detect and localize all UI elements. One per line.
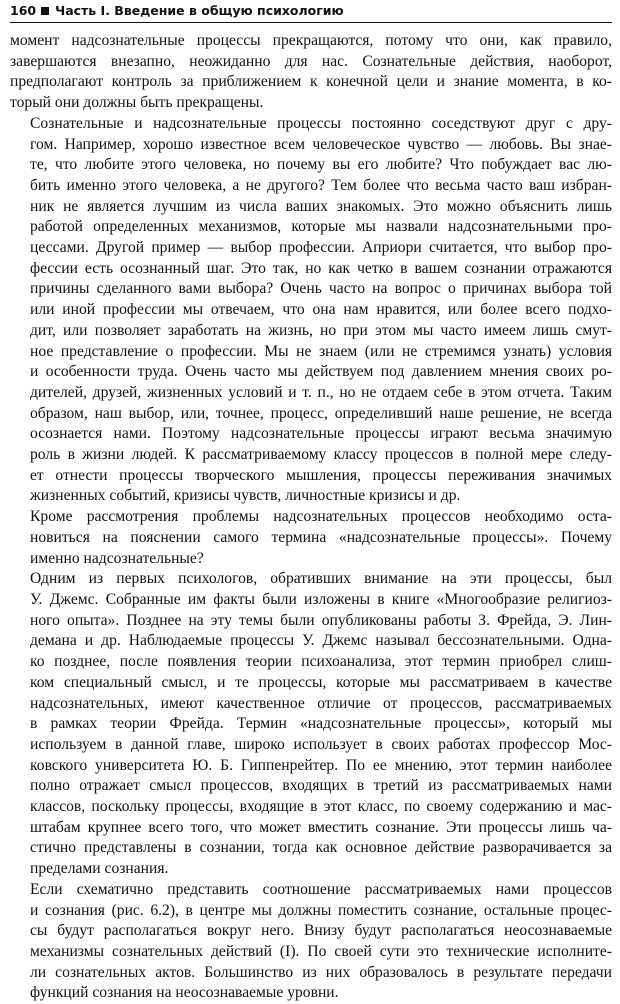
text-line: ком специальный смысл, и те процессы, которые мы рассматриваем в качестве xyxy=(30,673,612,691)
text-line: дит, или позволяет заработать на жизнь, но при этом мы часто имеем лишь смут- xyxy=(30,321,612,339)
text-line: и особенности труда. Очень часто мы действуем под давлением мнения своих ро- xyxy=(30,363,612,381)
text-line: образом, наш выбор, или, точнее, процесс, определивший наше решение, не всегда xyxy=(30,404,612,422)
text-line: функций сознания на неосознаваемые уровни. xyxy=(30,984,339,1002)
text-line: Одним из первых психологов, обративших внимание на эти процессы, был xyxy=(30,570,612,588)
paragraph xyxy=(10,880,612,1004)
text-line: ко позднее, после появления теории психоанализа, этот термин приобрел слиш- xyxy=(30,653,612,671)
text-line: цессами. Другой пример — выбор профессии. Априори считается, что выбор про- xyxy=(30,239,612,257)
text-line: У. Джемс. Собранные им факты были изложены в книге «Многообразие религиоз- xyxy=(30,590,612,608)
text-line: классов, поскольку процессы, входящие в этот класс, по своему содержанию и мас- xyxy=(30,798,612,816)
paragraph xyxy=(10,31,612,114)
body-text xyxy=(10,31,612,1004)
running-title: Часть I. Введение в общую психологию xyxy=(55,3,344,18)
text-line: роль в жизни людей. К рассматриваемому классу процессов в полной мере следу- xyxy=(30,446,612,464)
text-line: завершаются внезапно, неожиданно для нас. Сознательные действия, наоборот, xyxy=(10,52,612,70)
text-line: ковского университета Ю. Б. Гиппенрейтер. По ее мнению, этот термин наиболее xyxy=(30,756,612,774)
paragraph xyxy=(10,507,612,569)
text-line: те, что любите этого человека, но почему вы его любите? Что побуждает вас лю- xyxy=(30,156,612,174)
text-line: гом. Например, хорошо известное всем человеческое чувство — любовь. Вы знае- xyxy=(30,135,612,153)
square-bullet-icon xyxy=(41,7,49,15)
text-line: ного опыта». Позднее на эту темы были опубликованы работы З. Фрейда, Э. Лин- xyxy=(30,611,612,629)
text-line: именно надсознательные? xyxy=(30,549,204,567)
text-line: или иной профессии мы отвечаем, что она нам нравится, или более всего подхо- xyxy=(30,301,612,319)
text-line: новиться на пояснении самого термина «надсознательные процессы». Почему xyxy=(30,528,612,546)
running-header xyxy=(10,0,612,23)
text-line: Сознательные и надсознательные процессы постоянно соседствуют друг с дру- xyxy=(30,114,612,132)
text-line: штабам крупнее всего того, что может вместить сознание. Эти процессы лишь ча- xyxy=(30,818,612,836)
text-line: работой определенных механизмов, которые мы назвали надсознательными про- xyxy=(30,218,612,236)
text-line: механизмы сознательных действий (I). По своей сути это технические исполните- xyxy=(30,942,612,960)
text-line: в рамках теории Фрейда. Термин «надсознательные процессы», который мы xyxy=(30,715,612,733)
text-line: момент надсознательные процессы прекращаются, потому что они, как правило, xyxy=(10,32,612,49)
text-line: ник не является лучшим из числа ваших знакомых. Это можно объяснить лишь xyxy=(30,197,612,215)
text-line: стично представлены в сознании, тогда как основное действие разворачивается за xyxy=(30,839,612,857)
text-line: бить именно этого человека, а не другого? Тем более что весьма часто ваш избран- xyxy=(30,176,612,194)
text-line: и сознания (рис. 6.2), в центре мы должны поместить сознание, остальные процес- xyxy=(30,901,612,919)
text-line: пределами сознания. xyxy=(30,860,169,878)
text-line: дителей, друзей, жизненных условий и т. п., но не отдаем себе в этом отчета. Таким xyxy=(30,383,612,401)
text-line: надсознательных, имеют качественное отличие от процессов, рассматриваемых xyxy=(30,694,612,712)
text-line: жизненных событий, кризисы чувств, личностные кризисы и др. xyxy=(30,487,461,505)
text-line: Кроме рассмотрения проблемы надсознательных процессов необходимо оста- xyxy=(30,508,612,526)
text-line: ет отнести процессы творческого мышления, процессы переживания значимых xyxy=(30,466,612,484)
paragraph xyxy=(10,114,612,507)
text-line: Если схематично представить соотношение рассматриваемых нами процессов xyxy=(30,880,612,898)
text-line: фессии есть осознанный шаг. Это так, но как четко в вашем сознании отражаются xyxy=(30,259,612,277)
text-line: сы будут располагаться вокруг него. Внизу будут располагаться неосознаваемые xyxy=(30,922,612,940)
page-number: 160 xyxy=(10,3,37,18)
paragraph xyxy=(10,569,612,880)
text-line: демана и др. Наблюдаемые процессы У. Джемс называл бессознательными. Одна- xyxy=(30,632,612,650)
text-line: торый они должны быть прекращены. xyxy=(10,94,264,112)
text-line: полно отражает смысл процессов, входящих в третий из рассматриваемых нами xyxy=(30,777,612,795)
text-line: причины сделанного вами выбора? Очень часто на вопрос о причинах выбора той xyxy=(30,280,612,298)
text-line: используем в данной главе, широко использует в своих работах профессор Мос- xyxy=(30,735,612,753)
text-line: осознается нами. Поэтому надсознательные процессы играют весьма значимую xyxy=(30,425,612,443)
text-line: ли сознательных актов. Большинство из них образовалось в результате передачи xyxy=(30,963,612,981)
text-line: предполагают контроль за приближением к конечной цели и знание момента, в ко- xyxy=(10,73,612,91)
text-line: ное представление о профессии. Мы не знаем (или не стремимся узнать) условия xyxy=(30,342,612,360)
